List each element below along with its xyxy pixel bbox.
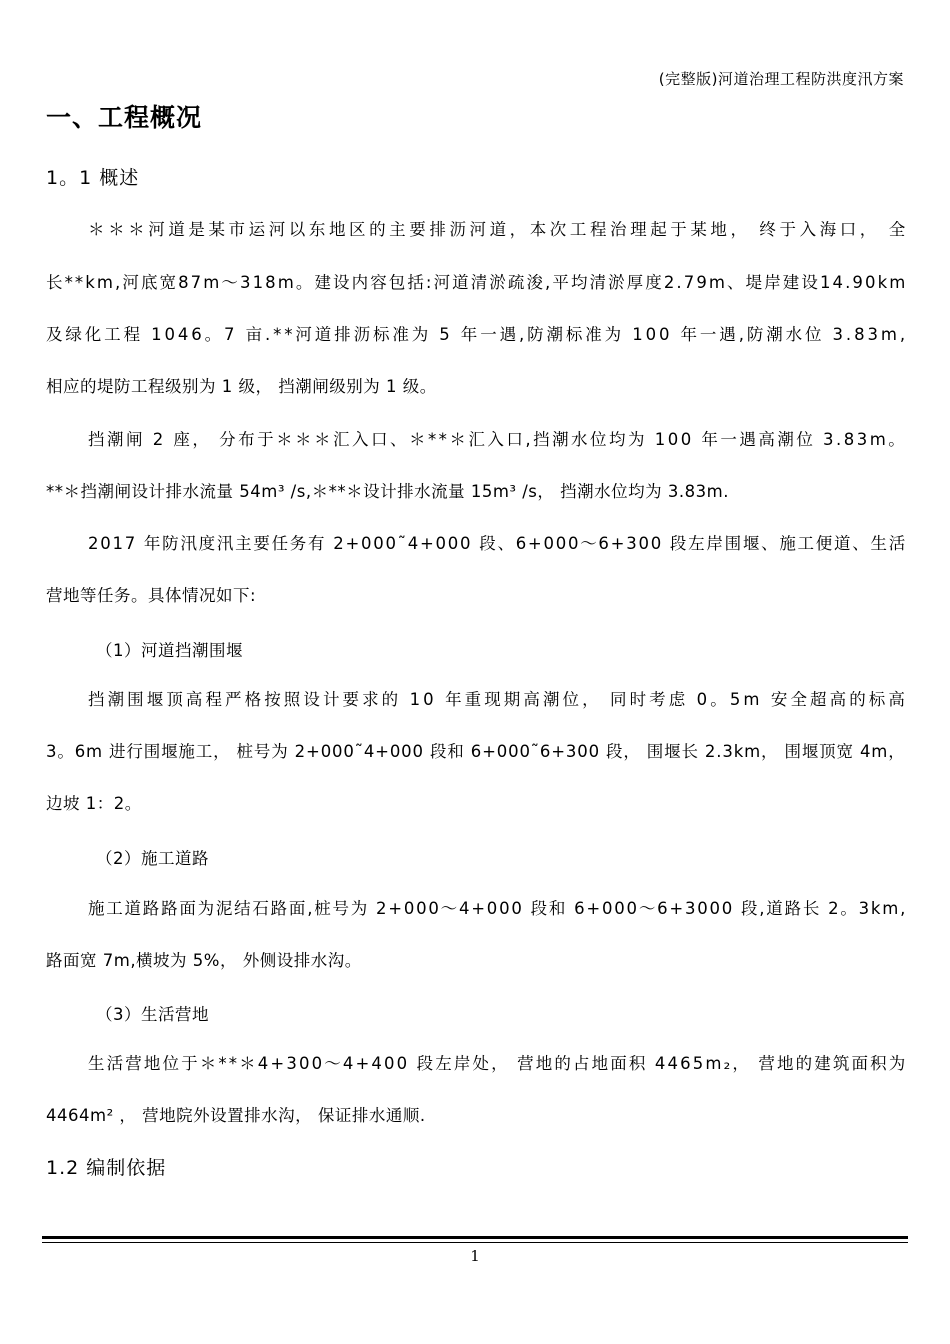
paragraph-3-line-2: 营地等任务。具体情况如下: [46, 586, 257, 605]
paragraph-1-line-4: 相应的堤防工程级别为 1 级， 挡潮闸级别为 1 级。 [46, 377, 437, 396]
running-header: (完整版)河道治理工程防洪度汛方案 [658, 70, 904, 88]
footer-rule-thin [42, 1242, 908, 1243]
paragraph-6-line-1: 生 活 营 地 位 于 ＊ * * ＊ 4 + 3 0 0 ～ 4 + 4 0 0 段 左 岸 处 ， 营 地 的 占 地 面 积 4 4 6 5 m ₂ ， 营 地 的 建 筑 面 积 为 [88, 1054, 906, 1073]
paragraph-2-line-1: 挡 潮 闸 2 座 ， 分 布 于 ＊ ＊ ＊ 汇 入 口 、 ＊ * * ＊ 汇 入 口 , 挡 潮 水 位 均 为 1 0 0 年 一 遇 高 潮 位 3 . 8 3 m 。 [88, 430, 906, 449]
paragraph-6-line-2: 4464m² ， 营地院外设置排水沟， 保证排水通顺. [46, 1106, 426, 1125]
paragraph-4-line-3: 边坡 1：2。 [46, 794, 142, 813]
paragraph-3-line-1: 2 0 1 7 年 防 汛 度 汛 主 要 任 务 有 2 + 0 0 0 ˜ 4 + 0 0 0 段 、 6 + 0 0 0 ～ 6 + 3 0 0 段 左 岸 围 堰 、 施 工 便 道 、 生 活 [88, 534, 906, 553]
paragraph-1-line-3: 及 绿 化 工 程 1 0 4 6 。 7 亩 . * * 河 道 排 沥 标 准 为 5 年 一 遇 , 防 潮 标 准 为 1 0 0 年 一 遇 , 防 潮 水 位 3 . 8 3 m , [46, 325, 906, 344]
section-heading-1-1: 1。1 概述 [46, 167, 140, 189]
subsection-2-heading: （2）施工道路 [96, 849, 209, 868]
paragraph-1-line-2: 长 * * k m , 河 底 宽 8 7 m ～ 3 1 8 m 。 建 设 内 容 包 括 : 河 道 清 淤 疏 浚 , 平 均 清 淤 厚 度 2 . 7 9 m 、 堤 岸 建 设 1 4 . 9 0 k m [46, 273, 906, 292]
section-heading-1-2: 1.2 编制依据 [46, 1157, 167, 1179]
paragraph-4-line-2: 3 。 6 m 进 行 围 堰 施 工 ， 桩 号 为 2 + 0 0 0 ˜ 4 + 0 0 0 段 和 6 + 0 0 0 ˜ 6 + 3 0 0 段 ， 围 堰 长 2 . 3 k m ， 围 堰 顶 宽 4 m ， [46, 742, 906, 761]
subsection-3-heading: （3）生活营地 [96, 1005, 209, 1024]
page-number: 1 [470, 1247, 480, 1265]
paragraph-2-line-2: **＊挡潮闸设计排水流量 54m³ /s,＊**＊设计排水流量 15m³ /s， 挡潮水位均为 3.83m. [46, 482, 729, 501]
paragraph-5-line-1: 施 工 道 路 路 面 为 泥 结 石 路 面 , 桩 号 为 2 + 0 0 0 ～ 4 + 0 0 0 段 和 6 + 0 0 0 ～ 6 + 3 0 0 0 段 , 道 路 长 2 。 3 k m , [88, 899, 906, 918]
heading-1: 一、工程概况 [46, 103, 203, 132]
paragraph-5-line-2: 路面宽 7m,横坡为 5%， 外侧设排水沟。 [46, 951, 362, 970]
subsection-1-heading: （1）河道挡潮围堰 [96, 641, 243, 660]
paragraph-1-line-1: ＊ ＊ ＊ 河 道 是 某 市 运 河 以 东 地 区 的 主 要 排 沥 河 道 ， 本 次 工 程 治 理 起 于 某 地 ， 终 于 入 海 口 ， 全 [88, 220, 906, 239]
paragraph-4-line-1: 挡 潮 围 堰 顶 高 程 严 格 按 照 设 计 要 求 的 1 0 年 重 现 期 高 潮 位 ， 同 时 考 虑 0 。 5 m 安 全 超 高 的 标 高 [88, 690, 906, 709]
footer-rule-thick [42, 1236, 908, 1239]
